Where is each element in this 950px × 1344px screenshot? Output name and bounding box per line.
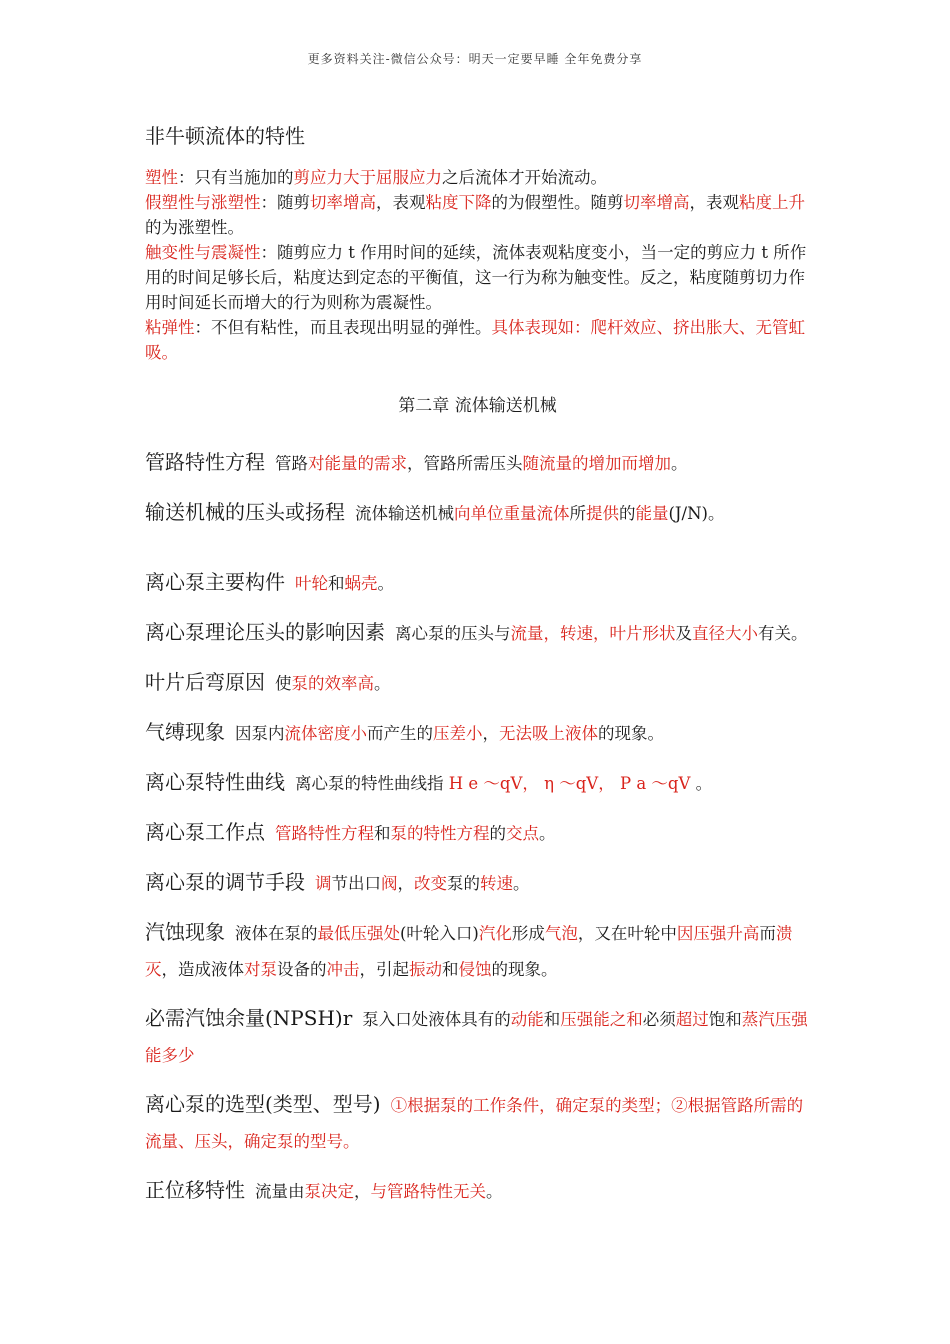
highlighted-text: 压强能之和 bbox=[560, 1010, 643, 1029]
definition-term: 离心泵的调节手段 bbox=[145, 870, 305, 894]
section-paragraphs bbox=[145, 165, 810, 365]
page-header: 更多资料关注-微信公众号：明天一定要早睡 全年免费分享 bbox=[307, 52, 643, 66]
text-run: 泵入口处液体具有的 bbox=[362, 1010, 511, 1029]
definition-text bbox=[295, 574, 394, 593]
text-run: ，引起 bbox=[359, 960, 409, 979]
text-run: 。 bbox=[690, 774, 713, 793]
text-run: (J/N)。 bbox=[668, 504, 725, 523]
text-run: 饱和 bbox=[708, 1010, 742, 1029]
definition-term: 气缚现象 bbox=[145, 720, 225, 744]
text-run: 管路 bbox=[275, 454, 308, 473]
highlighted-text: 交点 bbox=[506, 824, 539, 843]
highlighted-text: 触变性与震凝性 bbox=[145, 243, 261, 262]
text-run: ：随剪 bbox=[260, 193, 310, 212]
paragraph bbox=[145, 165, 810, 190]
definition-term: 离心泵的选型(类型、型号) bbox=[145, 1092, 381, 1116]
text-run: 的现象。 bbox=[598, 724, 664, 743]
text-run: 。 bbox=[671, 454, 688, 473]
highlighted-text: 直径大小 bbox=[692, 624, 758, 643]
text-run: ， bbox=[397, 874, 414, 893]
definition-item bbox=[145, 444, 810, 482]
text-run: 有关。 bbox=[758, 624, 808, 643]
text-run: 离心泵的特性曲线指 bbox=[295, 774, 449, 793]
paragraph bbox=[145, 315, 810, 365]
definition-term: 离心泵理论压头的影响因素 bbox=[145, 620, 385, 644]
text-run: 泵的 bbox=[447, 874, 480, 893]
text-run: 流量由 bbox=[255, 1182, 305, 1201]
highlighted-text: 侵蚀 bbox=[458, 960, 492, 979]
highlighted-text: 能量 bbox=[635, 504, 669, 523]
definition-term: 输送机械的压头或扬程 bbox=[145, 500, 345, 524]
definition-text bbox=[275, 454, 688, 473]
text-run: ，表观 bbox=[689, 193, 739, 212]
text-run: 流体输送机械 bbox=[355, 504, 454, 523]
paragraph bbox=[145, 240, 810, 315]
highlighted-text: 塑性 bbox=[145, 168, 178, 187]
highlighted-text: 振动 bbox=[409, 960, 442, 979]
highlighted-text: 随流量的增加而增加 bbox=[522, 454, 671, 473]
highlighted-text: 改变 bbox=[414, 874, 447, 893]
text-run: 。 bbox=[486, 1182, 503, 1201]
highlighted-text: 粘弹性 bbox=[145, 318, 195, 337]
highlighted-text: 最低压强处 bbox=[317, 924, 400, 943]
text-run: 。 bbox=[539, 824, 556, 843]
definition-item bbox=[145, 564, 810, 602]
definition-text bbox=[275, 674, 391, 693]
text-run: 的现象。 bbox=[491, 960, 558, 979]
definition-text bbox=[145, 924, 792, 979]
text-run: 而 bbox=[759, 924, 776, 943]
definition-item bbox=[145, 714, 810, 752]
definition-item bbox=[145, 864, 810, 902]
definition-text bbox=[315, 874, 530, 893]
definition-item bbox=[145, 1086, 810, 1160]
highlighted-text: 超过 bbox=[675, 1010, 709, 1029]
chapter-title: 第二章 流体输送机械 bbox=[398, 396, 557, 416]
definition-term: 汽蚀现象 bbox=[145, 920, 225, 944]
highlighted-text: 压差小 bbox=[433, 724, 483, 743]
section-title: 非牛顿流体的特性 bbox=[145, 124, 305, 148]
definition-item bbox=[145, 494, 810, 532]
text-run: (叶轮入口) bbox=[400, 924, 479, 943]
text-run: 。 bbox=[377, 574, 394, 593]
text-run: ，管路所需压头 bbox=[407, 454, 523, 473]
highlighted-text: 管路特性方程 bbox=[275, 824, 374, 843]
highlighted-text: 汽化 bbox=[478, 924, 512, 943]
highlighted-text: 泵的效率高 bbox=[291, 674, 374, 693]
text-run: 及 bbox=[675, 624, 692, 643]
highlighted-text: 切率增高 bbox=[310, 193, 376, 212]
definition-term: 正位移特性 bbox=[145, 1178, 245, 1202]
highlighted-text: 动能 bbox=[510, 1010, 544, 1029]
highlighted-text: 因压强升高 bbox=[676, 924, 760, 943]
highlighted-text: 阀 bbox=[381, 874, 398, 893]
definition-list bbox=[145, 444, 810, 1210]
text-run: 而产生的 bbox=[367, 724, 433, 743]
highlighted-text: ①根据泵的工作条件，确定泵的类型；②根据管路所需的流量、压头，确定泵的型号。 bbox=[145, 1096, 804, 1151]
text-run: ， bbox=[482, 724, 499, 743]
definition-item bbox=[145, 1000, 810, 1074]
text-run: ，又在叶轮中 bbox=[577, 924, 677, 943]
highlighted-text: 无法吸上液体 bbox=[499, 724, 598, 743]
definition-text bbox=[255, 1182, 503, 1201]
highlighted-text: 蜗壳 bbox=[344, 574, 378, 593]
text-run: 因泵内 bbox=[235, 724, 285, 743]
definition-item bbox=[145, 1172, 810, 1210]
highlighted-text: 粘度下降 bbox=[425, 193, 492, 212]
highlighted-text: 泵决定 bbox=[304, 1182, 354, 1201]
highlighted-text: 粘度上升 bbox=[739, 193, 805, 212]
text-run: ，表观 bbox=[376, 193, 426, 212]
highlighted-text: 叶轮 bbox=[295, 574, 328, 593]
highlighted-text: 流体密度小 bbox=[284, 724, 367, 743]
definition-text bbox=[395, 624, 808, 643]
definition-term: 离心泵工作点 bbox=[145, 820, 265, 844]
text-run: 和 bbox=[328, 574, 345, 593]
definition-item bbox=[145, 614, 810, 652]
highlighted-text: 具体表现如：爬杆效应、挤出胀大、无管虹吸。 bbox=[145, 318, 805, 362]
definition-text bbox=[235, 724, 664, 743]
text-run: ：只有当施加的 bbox=[178, 168, 294, 187]
paragraph bbox=[145, 190, 810, 240]
text-run: 设备的 bbox=[277, 960, 327, 979]
text-run: 和 bbox=[374, 824, 391, 843]
text-run: ：不但有粘性，而且表现出明显的弹性。 bbox=[194, 318, 492, 337]
text-run: 。 bbox=[513, 874, 530, 893]
highlighted-text: 假塑性与涨塑性 bbox=[145, 193, 261, 212]
text-run: 和 bbox=[543, 1010, 561, 1029]
spacer bbox=[145, 544, 810, 564]
definition-term: 管路特性方程 bbox=[145, 450, 265, 474]
definition-term: 必需汽蚀余量(NPSH)r bbox=[145, 1006, 353, 1030]
highlighted-text: 与管路特性无关 bbox=[370, 1182, 486, 1201]
highlighted-text: 切率增高 bbox=[623, 193, 690, 212]
document-body bbox=[145, 120, 810, 1222]
text-run: ，造成液体 bbox=[161, 960, 244, 979]
text-run: 所 bbox=[569, 504, 586, 523]
text-run: 的 bbox=[489, 824, 506, 843]
text-run: ， bbox=[354, 1182, 371, 1201]
definition-item bbox=[145, 814, 810, 852]
definition-text bbox=[295, 774, 712, 793]
highlighted-text: 对泵 bbox=[244, 960, 277, 979]
text-run: 和 bbox=[442, 960, 459, 979]
text-run: 的为假塑性。随剪 bbox=[491, 193, 624, 212]
text-run: 必须 bbox=[642, 1010, 676, 1029]
text-run: ：随剪应力 t 作用时间的延续，流体表观粘度变小，当一定的剪应力 t 所作用的时间足够长后，粘度达到定态的平衡值，这一行为称为触变性。反之，粘度随剪切力作用时间延长而增大的行为则称为震凝性。 bbox=[145, 243, 807, 312]
highlighted-text: 泵的特性方程 bbox=[390, 824, 490, 843]
highlighted-text: 对能量的需求 bbox=[308, 454, 407, 473]
definition-item bbox=[145, 914, 810, 988]
highlighted-text: 蒸汽压强能多少 bbox=[145, 1010, 808, 1065]
text-run: 之后流体才开始流动。 bbox=[442, 168, 607, 187]
highlighted-text: 提供 bbox=[586, 504, 619, 523]
highlighted-text: H e ～qV， η ～qV， P a ～qV bbox=[448, 774, 691, 793]
highlighted-text: 气泡 bbox=[544, 924, 578, 943]
text-run: 节出口 bbox=[331, 874, 381, 893]
definition-term: 离心泵主要构件 bbox=[145, 570, 285, 594]
definition-text bbox=[355, 504, 725, 523]
text-run: 使 bbox=[275, 674, 292, 693]
text-run: 。 bbox=[374, 674, 391, 693]
highlighted-text: 调 bbox=[315, 874, 332, 893]
highlighted-text: 流量，转速，叶片形状 bbox=[510, 624, 676, 643]
definition-item bbox=[145, 664, 810, 702]
text-run: 的为涨塑性。 bbox=[145, 218, 244, 237]
highlighted-text: 溃灭 bbox=[145, 924, 793, 979]
text-run: 离心泵的压头与 bbox=[395, 624, 511, 643]
definition-text bbox=[275, 824, 556, 843]
text-run: 形成 bbox=[511, 924, 545, 943]
definition-item bbox=[145, 764, 810, 802]
highlighted-text: 剪应力大于屈服应力 bbox=[293, 168, 442, 187]
highlighted-text: 向单位重量流体 bbox=[454, 504, 570, 523]
highlighted-text: 转速 bbox=[480, 874, 513, 893]
definition-term: 叶片后弯原因 bbox=[145, 670, 265, 694]
text-run: 的 bbox=[619, 504, 636, 523]
text-run: 液体在泵的 bbox=[235, 924, 318, 943]
highlighted-text: 冲击 bbox=[326, 960, 360, 979]
definition-term: 离心泵特性曲线 bbox=[145, 770, 285, 794]
